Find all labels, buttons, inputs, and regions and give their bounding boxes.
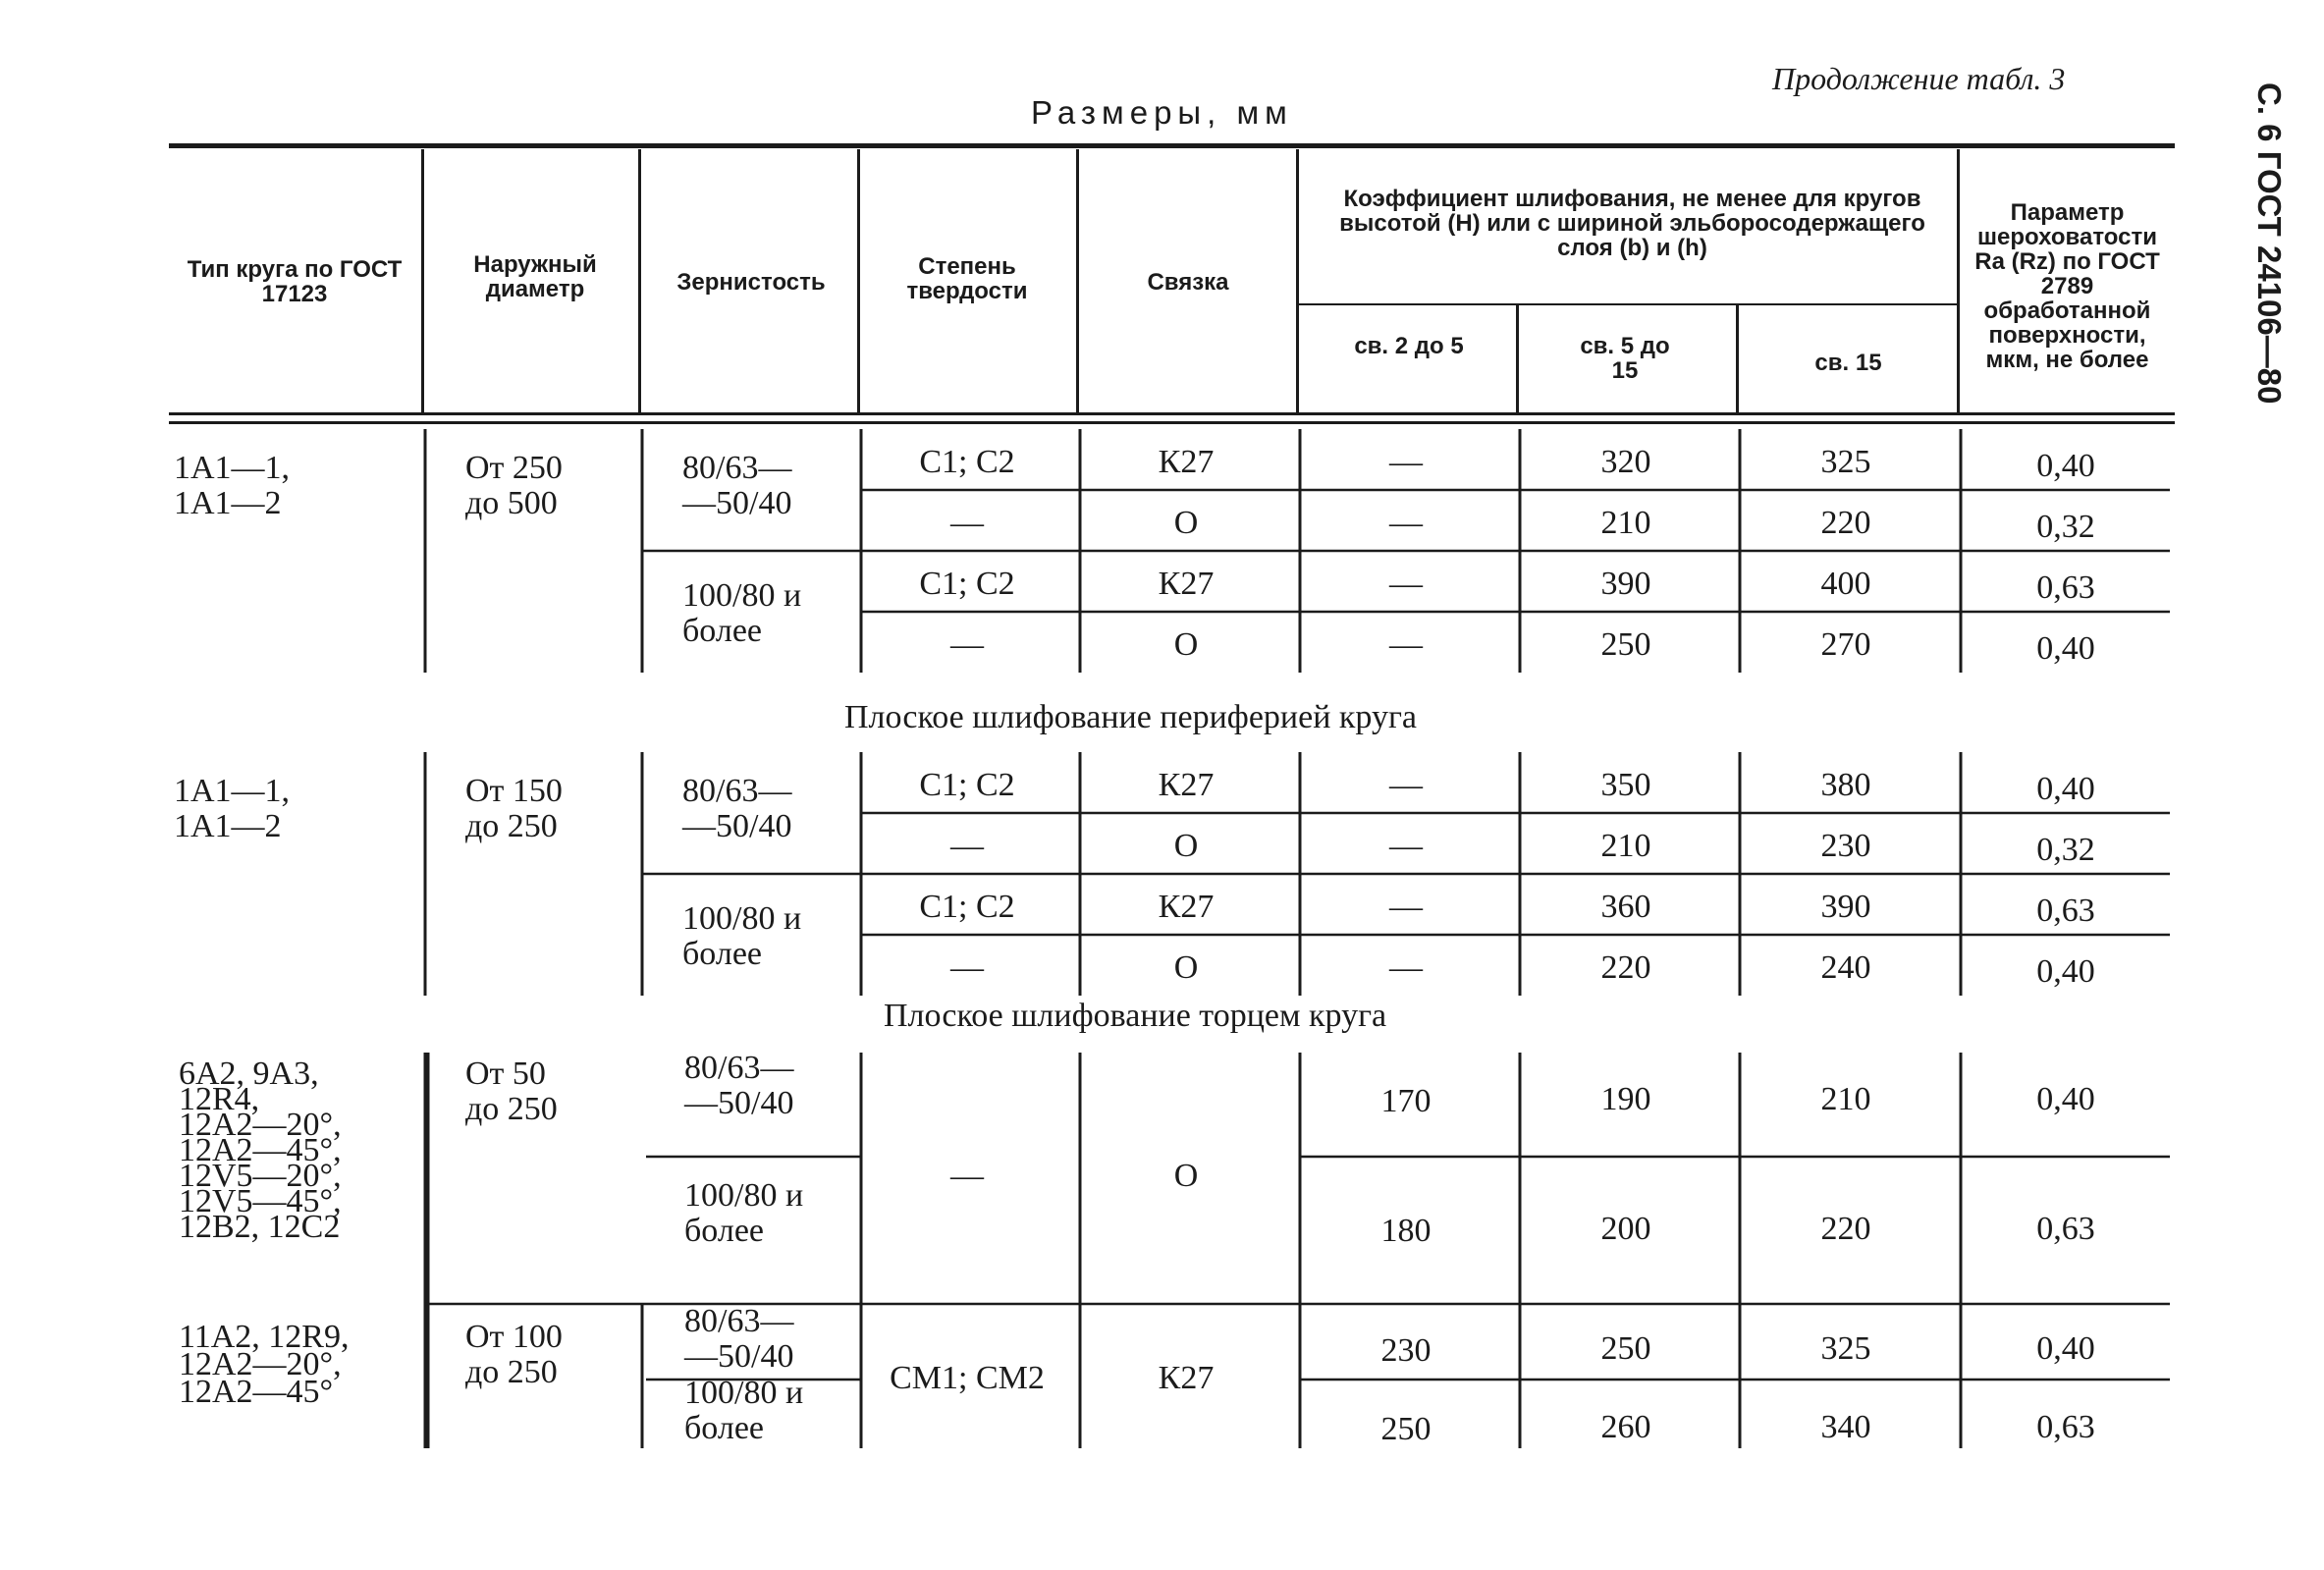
coef-large-cell: 270 xyxy=(1820,626,1871,663)
grain-text: 100/80 и xyxy=(684,1177,804,1214)
grain-text: более xyxy=(684,1410,764,1446)
roughness-cell: 0,32 xyxy=(2036,509,2095,545)
grain-text: —50/40 xyxy=(682,485,792,521)
side-page-label: С. 6 ГОСТ 24106—80 xyxy=(2251,82,2288,405)
coef-mid-cell: 360 xyxy=(1600,889,1651,925)
hardness-cell: — xyxy=(950,505,984,541)
roughness-cell: 0,63 xyxy=(2036,569,2095,606)
wheel-type-text: 1A1—1, xyxy=(174,450,291,486)
coef-small-cell: — xyxy=(1389,889,1423,925)
coef-small-cell: — xyxy=(1389,505,1423,541)
section-title: Плоское шлифование периферией круга xyxy=(844,699,1417,735)
hardness-cell: — xyxy=(950,949,984,986)
coef-small-cell: — xyxy=(1389,626,1423,663)
grain-text: 100/80 и xyxy=(682,577,802,614)
bond-cell: О xyxy=(1173,828,1199,864)
bond-cell: К27 xyxy=(1158,889,1215,925)
coef-small-cell: — xyxy=(1389,444,1423,480)
outer-diameter-text: до 250 xyxy=(465,808,558,844)
header-coefficient: Коэффициент шлифования, не менее для кругов высотой (H) или с шириной эльборосодержащего слоя (b) и (h) xyxy=(1339,186,1925,261)
header-sub-3: св. 15 xyxy=(1814,350,1882,376)
wheel-type-text: 1A1—2 xyxy=(174,485,282,521)
roughness-cell: 0,63 xyxy=(2036,893,2095,929)
coef-small-cell: 170 xyxy=(1380,1083,1432,1119)
coef-large-cell: 230 xyxy=(1820,828,1871,864)
coef-mid-cell: 350 xyxy=(1600,767,1651,803)
bond-cell: О xyxy=(1173,626,1199,663)
coef-large-cell: 400 xyxy=(1820,566,1871,602)
outer-diameter-text: От 50 xyxy=(465,1056,546,1092)
grain-text: более xyxy=(682,613,762,649)
grain-text: —50/40 xyxy=(682,808,792,844)
roughness-cell: 0,40 xyxy=(2036,771,2095,807)
bond-cell: К27 xyxy=(1158,566,1215,602)
wheel-type-text: 12B2, 12C2 xyxy=(179,1209,341,1245)
wheel-type-text: 6A2, 9A3, xyxy=(179,1056,319,1092)
coef-mid-cell: 210 xyxy=(1600,828,1651,864)
roughness-cell: 0,40 xyxy=(2036,1081,2095,1117)
coef-large-cell: 220 xyxy=(1820,1211,1871,1247)
hardness-cell: С1; С2 xyxy=(919,444,1015,480)
header-grain: Зернистость xyxy=(676,269,826,296)
coef-large-cell: 220 xyxy=(1820,505,1871,541)
coef-mid-cell: 200 xyxy=(1600,1211,1651,1247)
bond-cell: О xyxy=(1173,1158,1199,1194)
hardness-cell: — xyxy=(950,1158,984,1194)
coef-mid-cell: 220 xyxy=(1600,949,1651,986)
header-hardness: Степень твердости xyxy=(906,253,1028,304)
roughness-cell: 0,40 xyxy=(2036,953,2095,990)
roughness-cell: 0,63 xyxy=(2036,1211,2095,1247)
coef-mid-cell: 260 xyxy=(1600,1409,1651,1445)
header-sub-2: св. 5 до 15 xyxy=(1580,333,1670,384)
bond-cell: К27 xyxy=(1158,444,1215,480)
outer-diameter-text: до 500 xyxy=(465,485,558,521)
grain-text: 80/63— xyxy=(684,1050,794,1086)
coef-large-cell: 390 xyxy=(1820,889,1871,925)
wheel-type-text: 12R4, xyxy=(179,1081,260,1117)
header-type: Тип круга по ГОСТ 17123 xyxy=(187,256,403,307)
coef-large-cell: 210 xyxy=(1820,1081,1871,1117)
bond-cell: О xyxy=(1173,949,1199,986)
coef-large-cell: 380 xyxy=(1820,767,1871,803)
coef-small-cell: — xyxy=(1389,566,1423,602)
grain-text: более xyxy=(682,936,762,972)
header-diameter: Наружный диаметр xyxy=(473,251,597,302)
outer-diameter-text: От 150 xyxy=(465,773,563,809)
coef-small-cell: — xyxy=(1389,949,1423,986)
coef-small-cell: — xyxy=(1389,767,1423,803)
coef-mid-cell: 190 xyxy=(1600,1081,1651,1117)
hardness-cell: С1; С2 xyxy=(919,566,1015,602)
coef-mid-cell: 210 xyxy=(1600,505,1651,541)
grain-text: 100/80 и xyxy=(684,1375,804,1411)
header-sub-1: св. 2 до 5 xyxy=(1354,333,1464,359)
coef-large-cell: 325 xyxy=(1820,1330,1871,1367)
roughness-cell: 0,40 xyxy=(2036,1330,2095,1367)
header-roughness: Параметр шероховатости Ra (Rz) по ГОСТ 2789 обработанной поверхности, мкм, не более xyxy=(1974,199,2160,373)
section-title: Плоское шлифование торцем круга xyxy=(884,998,1387,1034)
coef-small-cell: — xyxy=(1389,828,1423,864)
outer-diameter-text: От 250 xyxy=(465,450,563,486)
grain-text: 80/63— xyxy=(682,450,792,486)
bond-cell: К27 xyxy=(1158,1360,1215,1396)
wheel-type-text: 11A2, 12R9, xyxy=(179,1319,350,1355)
grain-text: 80/63— xyxy=(682,773,792,809)
coef-mid-cell: 390 xyxy=(1600,566,1651,602)
grain-text: —50/40 xyxy=(684,1338,794,1375)
coef-large-cell: 340 xyxy=(1820,1409,1871,1445)
wheel-type-text: 1A1—2 xyxy=(174,808,282,844)
coef-large-cell: 240 xyxy=(1820,949,1871,986)
roughness-cell: 0,63 xyxy=(2036,1409,2095,1445)
outer-diameter-text: до 250 xyxy=(465,1354,558,1390)
wheel-type-text: 12V5—45°, xyxy=(179,1183,342,1219)
coef-small-cell: 230 xyxy=(1380,1332,1432,1369)
wheel-type-text: 12V5—20°, xyxy=(179,1158,342,1194)
wheel-type-text: 1A1—1, xyxy=(174,773,291,809)
hardness-cell: С1; С2 xyxy=(919,767,1015,803)
wheel-type-text: 12A2—20°, xyxy=(179,1107,342,1143)
coef-mid-cell: 250 xyxy=(1600,626,1651,663)
bond-cell: О xyxy=(1173,505,1199,541)
coef-mid-cell: 250 xyxy=(1600,1330,1651,1367)
coef-mid-cell: 320 xyxy=(1600,444,1651,480)
grain-text: 100/80 и xyxy=(682,900,802,937)
wheel-type-text: 12A2—20°, xyxy=(179,1346,342,1382)
outer-diameter-text: От 100 xyxy=(465,1319,563,1355)
continuation-label: Продолжение табл. 3 xyxy=(1772,61,2066,96)
roughness-cell: 0,40 xyxy=(2036,448,2095,484)
grain-text: —50/40 xyxy=(684,1085,794,1121)
wheel-type-text: 12A2—45°, xyxy=(179,1132,342,1168)
coef-small-cell: 250 xyxy=(1380,1411,1432,1447)
hardness-cell: СМ1; СМ2 xyxy=(890,1360,1045,1396)
hardness-cell: С1; С2 xyxy=(919,889,1015,925)
coef-small-cell: 180 xyxy=(1380,1213,1432,1249)
header-bond: Связка xyxy=(1147,269,1229,296)
wheel-type-text: 12A2—45° xyxy=(179,1374,334,1410)
coef-large-cell: 325 xyxy=(1820,444,1871,480)
grain-text: 80/63— xyxy=(684,1303,794,1339)
outer-diameter-text: до 250 xyxy=(465,1091,558,1127)
grain-text: более xyxy=(684,1213,764,1249)
hardness-cell: — xyxy=(950,626,984,663)
sizes-caption: Размеры, мм xyxy=(1031,94,1293,131)
hardness-cell: — xyxy=(950,828,984,864)
bond-cell: К27 xyxy=(1158,767,1215,803)
roughness-cell: 0,32 xyxy=(2036,832,2095,868)
roughness-cell: 0,40 xyxy=(2036,630,2095,667)
